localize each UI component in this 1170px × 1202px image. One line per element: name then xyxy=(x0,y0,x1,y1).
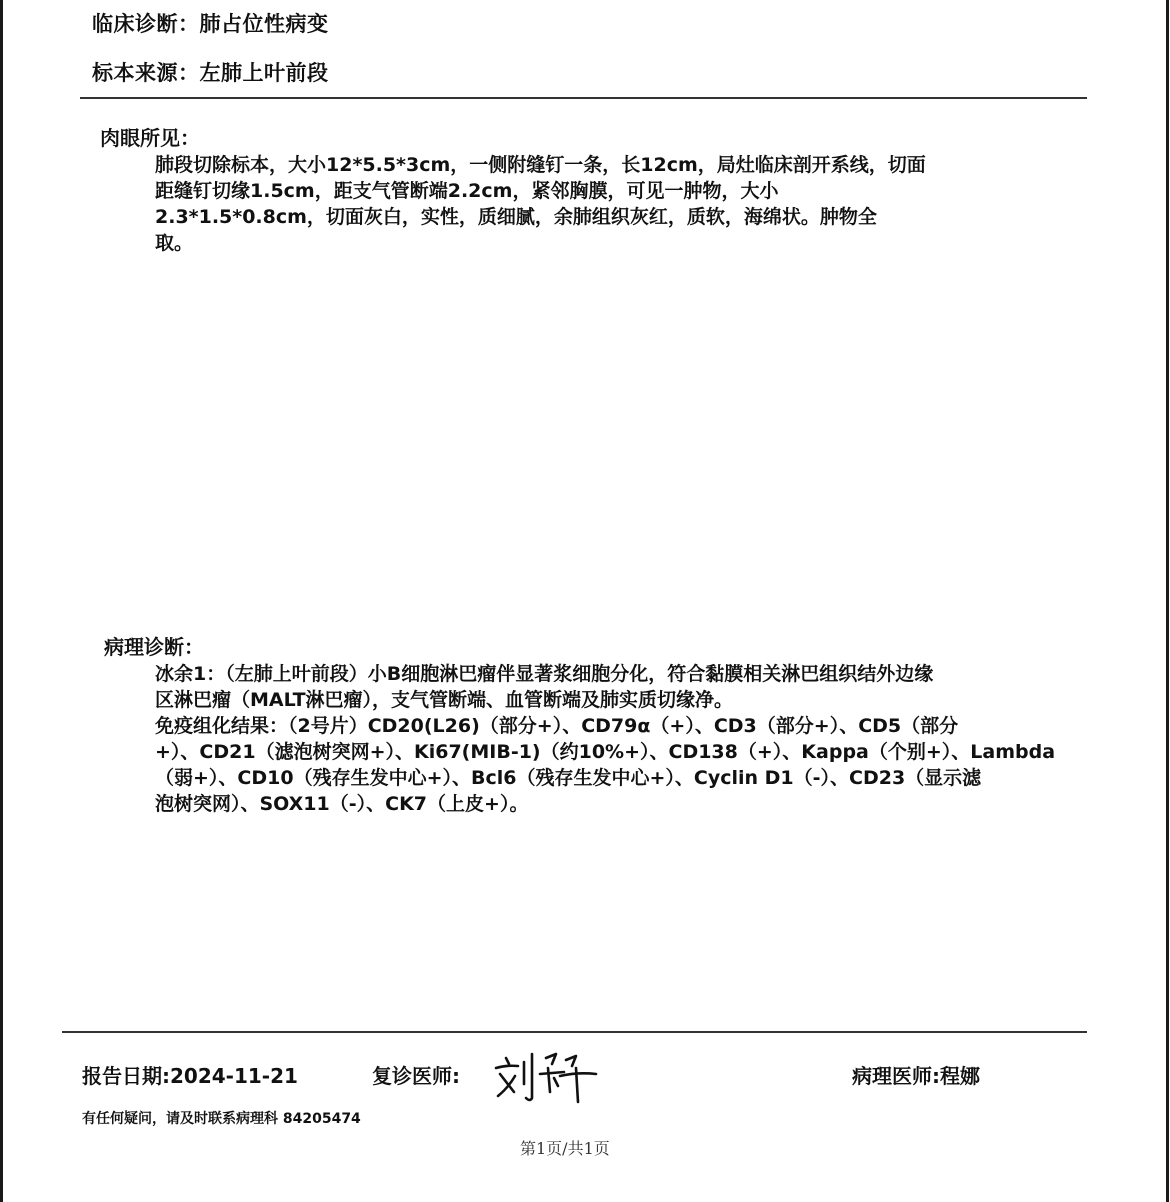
specimen-source: 标本来源：左肺上叶前段 xyxy=(92,61,329,85)
reviewer-signature-icon xyxy=(492,1046,602,1106)
report-date: 报告日期:2024-11-21 xyxy=(82,1064,298,1088)
pathology-diagnosis-text xyxy=(155,661,1060,817)
gross-findings-text xyxy=(155,152,1060,256)
gross-line: 肺段切除标本，大小12*5.5*3cm，一侧附缝钉一条，长12cm，局灶临床剖开系线，切面 xyxy=(155,154,926,176)
gross-line: 取。 xyxy=(155,232,194,254)
page-number: 第1页/共1页 xyxy=(520,1139,610,1158)
gross-line: 距缝钉切缘1.5cm，距支气管断端2.2cm，紧邻胸膜，可见一肿物，大小 xyxy=(155,180,779,202)
pathology-line: 泡树突网）、SOX11（-）、CK7（上皮+）。 xyxy=(155,793,529,815)
pathology-line: （弱+）、CD10（残存生发中心+）、Bcl6（残存生发中心+）、Cyclin D1（-）、CD23（显示滤 xyxy=(155,767,982,789)
pathology-diagnosis-label: 病理诊断： xyxy=(104,635,204,659)
page-right-edge xyxy=(1166,0,1169,1202)
clinical-diagnosis: 临床诊断：肺占位性病变 xyxy=(92,12,329,36)
pathology-line: 冰余1：（左肺上叶前段）小B细胞淋巴瘤伴显著浆细胞分化，符合黏膜相关淋巴组织结外边缘 xyxy=(155,663,934,685)
pathology-line: 区淋巴瘤（MALT淋巴瘤），支气管断端、血管断端及肺实质切缘净。 xyxy=(155,689,734,711)
contact-info: 有任何疑问，请及时联系病理科 84205474 xyxy=(82,1111,361,1127)
gross-line: 2.3*1.5*0.8cm，切面灰白，实性，质细腻，余肺组织灰红，质软，海绵状。肿物全 xyxy=(155,206,877,228)
reviewer-label: 复诊医师: xyxy=(372,1064,460,1088)
header-divider xyxy=(80,97,1087,99)
pathologist: 病理医师:程娜 xyxy=(852,1064,980,1088)
pathology-line: 免疫组化结果：（2号片）CD20(L26)（部分+）、CD79α（+）、CD3（部分+）、CD5（部分 xyxy=(155,715,959,737)
gross-findings-label: 肉眼所见： xyxy=(100,126,200,150)
page-left-edge xyxy=(0,0,3,1202)
footer-divider xyxy=(62,1031,1087,1033)
pathology-line: +）、CD21（滤泡树突网+）、Ki67(MIB-1)（约10%+）、CD138（+）、Kappa（个别+）、Lambda xyxy=(155,741,1056,763)
